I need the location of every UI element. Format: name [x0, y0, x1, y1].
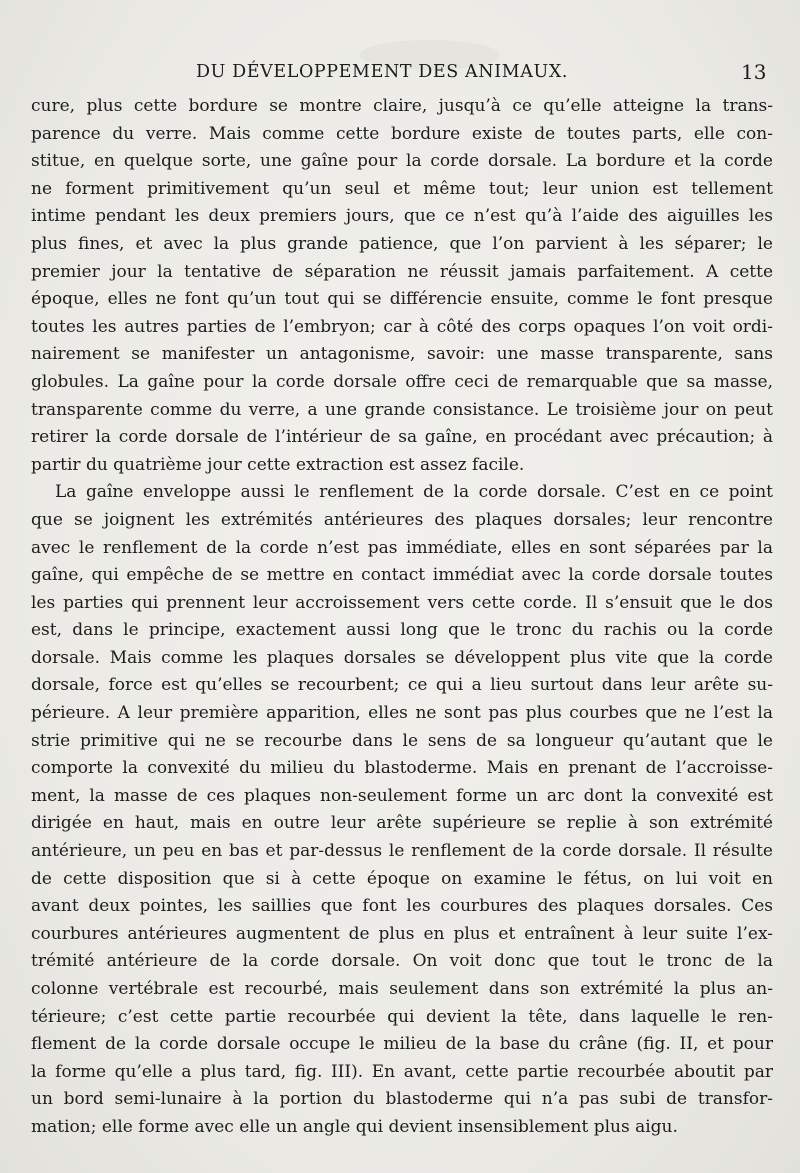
text-line: ne forment primitivement qu’un seul et même tout; leur union est tellement — [31, 178, 773, 199]
text-line: partir du quatrième jour cette extraction est assez facile. — [31, 454, 525, 475]
text-line: de cette disposition que si à cette époque on examine le fétus, on lui voit en — [31, 868, 773, 889]
text-line: que se joignent les extrémités antérieures des plaques dorsales; leur rencontre — [31, 509, 773, 530]
text-line: cure, plus cette bordure se montre claire, jusqu’à ce qu’elle atteigne la trans- — [31, 96, 773, 116]
text-line: nairement se manifester un antagonisme, savoir: une masse transparente, sans — [31, 344, 773, 365]
text-line: stitue, en quelque sorte, une gaîne pour la corde dorsale. La bordure et la corde — [31, 151, 773, 172]
text-line: globules. La gaîne pour la corde dorsale offre ceci de remarquable que sa masse, — [31, 371, 773, 392]
text-line: dirigée en haut, mais en outre leur arête supérieure se replie à son extrémité — [31, 813, 773, 834]
page-number: 13 — [741, 60, 767, 84]
text-line: La gaîne enveloppe aussi le renflement de la corde dorsale. C’est en ce point — [55, 482, 773, 503]
text-line: strie primitive qui ne se recourbe dans le sens de sa longueur qu’autant que le — [31, 730, 773, 751]
text-line: époque, elles ne font qu’un tout qui se différencie ensuite, comme le font presque — [31, 289, 773, 310]
text-line: gaîne, qui empêche de se mettre en contact immédiat avec la corde dorsale toutes — [31, 565, 773, 586]
text-line: toutes les autres parties de l’embryon; car à côté des corps opaques l’on voit ordi- — [31, 316, 773, 337]
running-head: DU DÉVELOPPEMENT DES ANIMAUX. — [196, 62, 569, 82]
text-line: mation; elle forme avec elle un angle qui devient insensiblement plus aigu. — [31, 1116, 678, 1137]
text-line: périeure. A leur première apparition, elles ne sont pas plus courbes que ne l’est la — [31, 703, 773, 724]
text-line: colonne vertébrale est recourbé, mais seulement dans son extrémité la plus an- — [31, 979, 773, 999]
text-line: les parties qui prennent leur accroissement vers cette corde. Il s’ensuit que le dos — [31, 592, 773, 613]
text-line: dorsale. Mais comme les plaques dorsales se développent plus vite que la corde — [31, 647, 773, 668]
text-line: parence du verre. Mais comme cette bordure existe de toutes parts, elle con- — [31, 123, 773, 144]
text-line: comporte la convexité du milieu du blastoderme. Mais en prenant de l’accroisse- — [31, 758, 773, 779]
text-line: flement de la corde dorsale occupe le milieu de la base du crâne (fig. II, et pour — [31, 1034, 773, 1055]
body-text — [31, 93, 773, 1142]
text-line: un bord semi-lunaire à la portion du blastoderme qui n’a pas subi de transfor- — [31, 1089, 773, 1110]
text-line: courbures antérieures augmentent de plus en plus et entraînent à leur suite l’ex- — [31, 923, 773, 944]
text-line: térieure; c’est cette partie recourbée qui devient la tête, dans laquelle le ren- — [31, 1006, 773, 1027]
text-line: avec le renflement de la corde n’est pas immédiate, elles en sont séparées par la — [31, 537, 773, 558]
text-line: plus fines, et avec la plus grande patience, que l’on parvient à les séparer; le — [31, 233, 773, 254]
text-line: la forme qu’elle a plus tard, fig. III). En avant, cette partie recourbée aboutit par — [31, 1061, 773, 1082]
text-line: intime pendant les deux premiers jours, que ce n’est qu’à l’aide des aiguilles les — [31, 206, 773, 227]
text-line: antérieure, un peu en bas et par-dessus le renflement de la corde dorsale. Il résulte — [31, 841, 773, 862]
text-line: premier jour la tentative de séparation ne réussit jamais parfaitement. A cette — [31, 261, 773, 282]
text-line: dorsale, force est qu’elles se recourbent; ce qui a lieu surtout dans leur arête su- — [31, 675, 773, 696]
text-line: avant deux pointes, les saillies que font les courbures des plaques dorsales. Ces — [31, 896, 773, 917]
text-line: ment, la masse de ces plaques non-seulement forme un arc dont la convexité est — [31, 785, 773, 806]
text-line: trémité antérieure de la corde dorsale. On voit donc que tout le tronc de la — [31, 951, 773, 972]
text-line: retirer la corde dorsale de l’intérieur de sa gaîne, en procédant avec précaution; à — [31, 427, 773, 448]
text-line: transparente comme du verre, a une grande consistance. Le troisième jour on peut — [31, 399, 773, 420]
text-line: est, dans le principe, exactement aussi long que le tronc du rachis ou la corde — [31, 620, 773, 641]
